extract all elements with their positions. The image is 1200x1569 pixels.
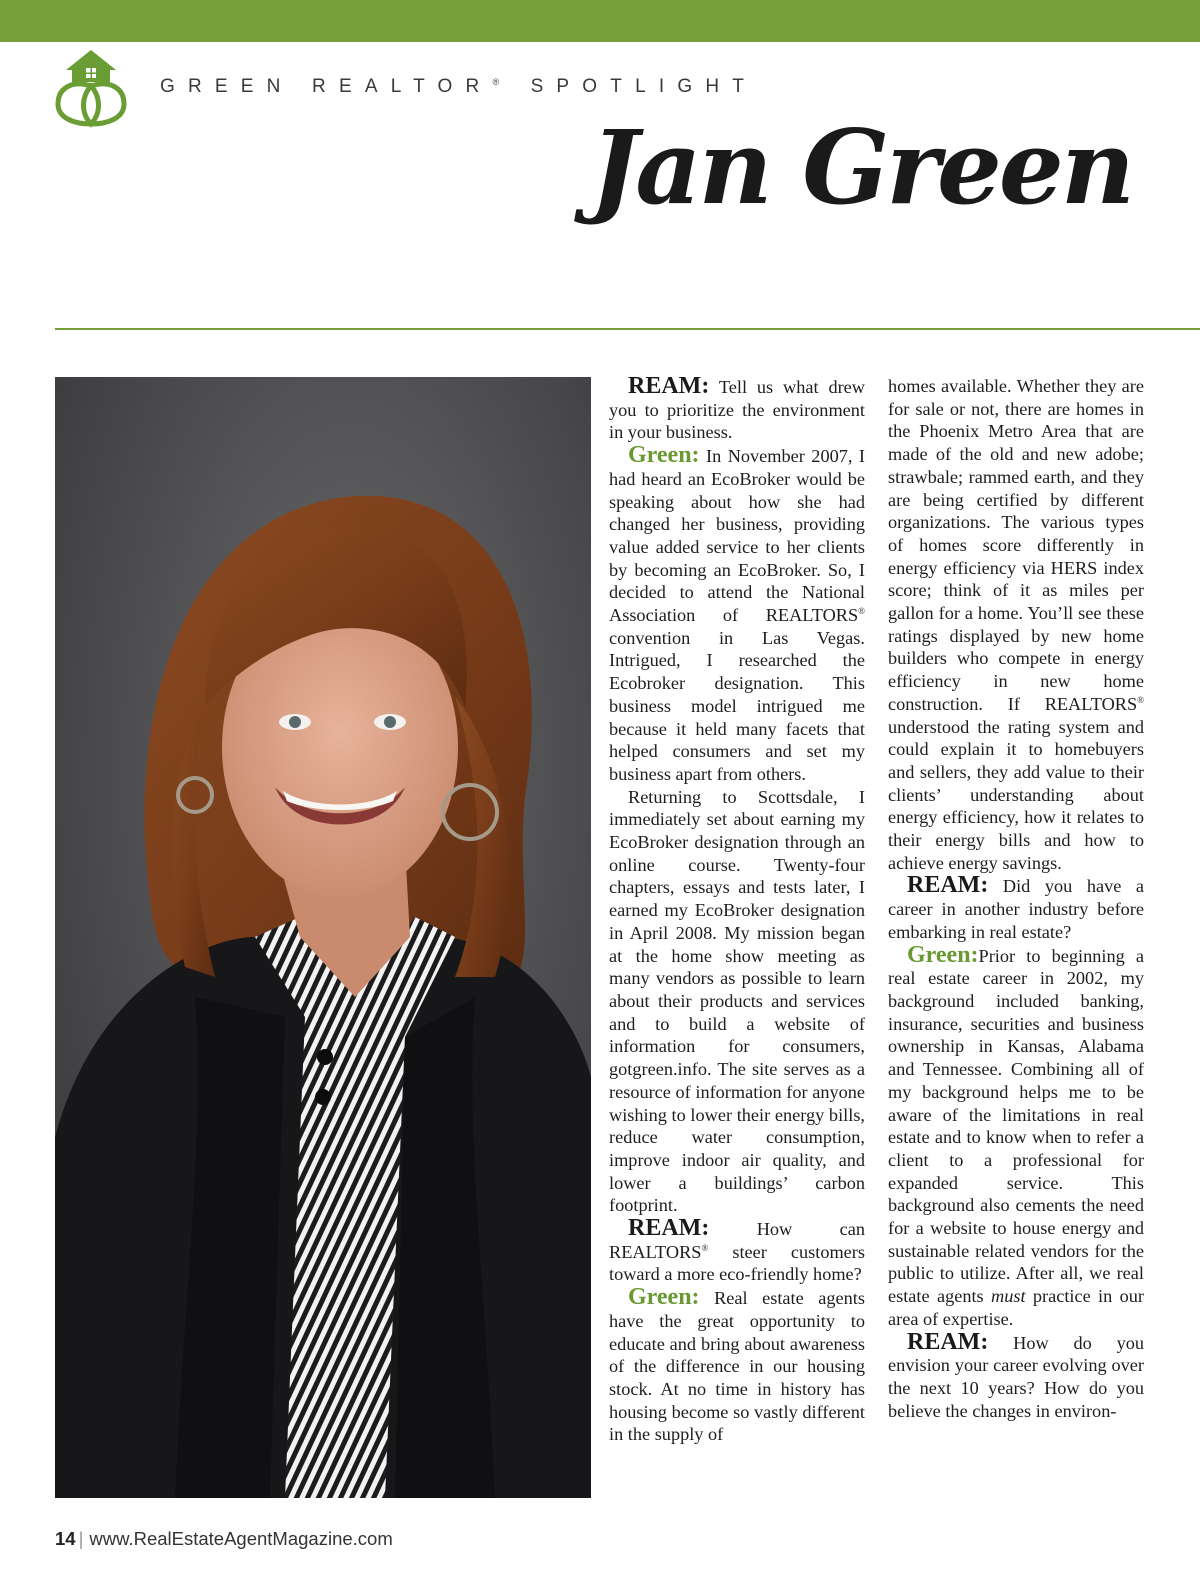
top-accent-bar <box>0 0 1200 42</box>
body-paragraph: homes available. Whether they are for sale or not, there are homes in the Phoenix Metro Area that are made of the old and new adobe; strawbale; rammed earth, and they are being certified by different organizations. The various types of homes score differently in energy efficiency via HERS index score; think of it as miles per gallon for a home. You’ll see these ratings displayed by new home builders who compete in energy efficiency in new home construction. If REALTORS® understood the rating system and could explain it to homebuyers and sellers, they add value to their clients’ understanding about energy efficiency, how it relates to their energy bills and how to achieve energy savings. <box>888 376 1144 873</box>
ream-label: REAM: <box>907 872 989 899</box>
article-title: Jan Green <box>590 108 1132 228</box>
answer-paragraph: Green: Real estate agents have the great opportunity to educate and bring about awareness of the difference in our housing stock. At no time in history has housing become so vastly different in the supply of <box>609 1284 865 1445</box>
ream-label: REAM: <box>628 1215 710 1242</box>
ream-label: REAM: <box>628 373 710 399</box>
question-paragraph: REAM: How do you envision your career evolving over the next 10 years? How do you believe the changes in environ- <box>888 1328 1144 1421</box>
magazine-url: www.RealEstateAgentMagazine.com <box>89 1528 393 1549</box>
answer-paragraph: Green: In November 2007, I had heard an EcoBroker would be speaking about how she had changed her business, providing value added service to her clients by becoming an EcoBroker. So, I decided to attend the National Association of REALTORS® convention in Las Vegas. Intrigued, I researched the Ecobroker designation. This business model intrigued me because it held many facets that helped consumers and set my business apart from others. <box>609 442 865 784</box>
question-paragraph: REAM: Did you have a career in another industry before embarking in real estate? <box>888 872 1144 942</box>
green-label: Green: <box>907 941 979 968</box>
green-label: Green: <box>628 1284 700 1311</box>
page-footer <box>55 1528 393 1550</box>
article-column-1 <box>609 375 865 1446</box>
question-paragraph: REAM: Tell us what drew you to prioritize the environment in your business. <box>609 373 865 443</box>
question-paragraph: REAM: How can REALTORS® steer customers toward a more eco-friendly home? <box>609 1215 865 1285</box>
page-number: 14 <box>55 1528 76 1549</box>
footer-divider: | <box>78 1528 84 1549</box>
header-divider <box>55 328 1200 330</box>
green-house-leaf-logo-icon <box>50 46 132 128</box>
ream-label: REAM: <box>907 1328 989 1355</box>
section-kicker: GREEN REALTOR® SPOTLIGHT <box>160 76 758 97</box>
green-label: Green: <box>628 442 700 469</box>
article-column-2 <box>888 375 1144 1422</box>
body-paragraph: Returning to Scottsdale, I immediately set about earning my EcoBroker designation through an online course. Twenty-four chapters, essays and tests later, I earned my EcoBroker designation in April 2008. My mission began at the home show meeting as many vendors as possible to learn about their products and services and to build a website of information for consumers, gotgreen.info. The site serves as a resource of information for anyone wishing to lower their energy bills, reduce water consumption, improve indoor air quality, and lower a buildings’ carbon footprint. <box>609 786 865 1216</box>
answer-paragraph: Green:Prior to beginning a real estate career in 2002, my background included banking, insurance, securities and business ownership in Kansas, Alabama and Tennessee. Combining all of my background helps me to be aware of the limitations in real estate and to know when to refer a client to a professional for expanded service. This background also cements the need for a website to house energy and sustainable related vendors for the public to utilize. After all, we real estate agents must practice in our area of expertise. <box>888 941 1144 1329</box>
portrait-photo-of-jan-green <box>55 377 591 1498</box>
